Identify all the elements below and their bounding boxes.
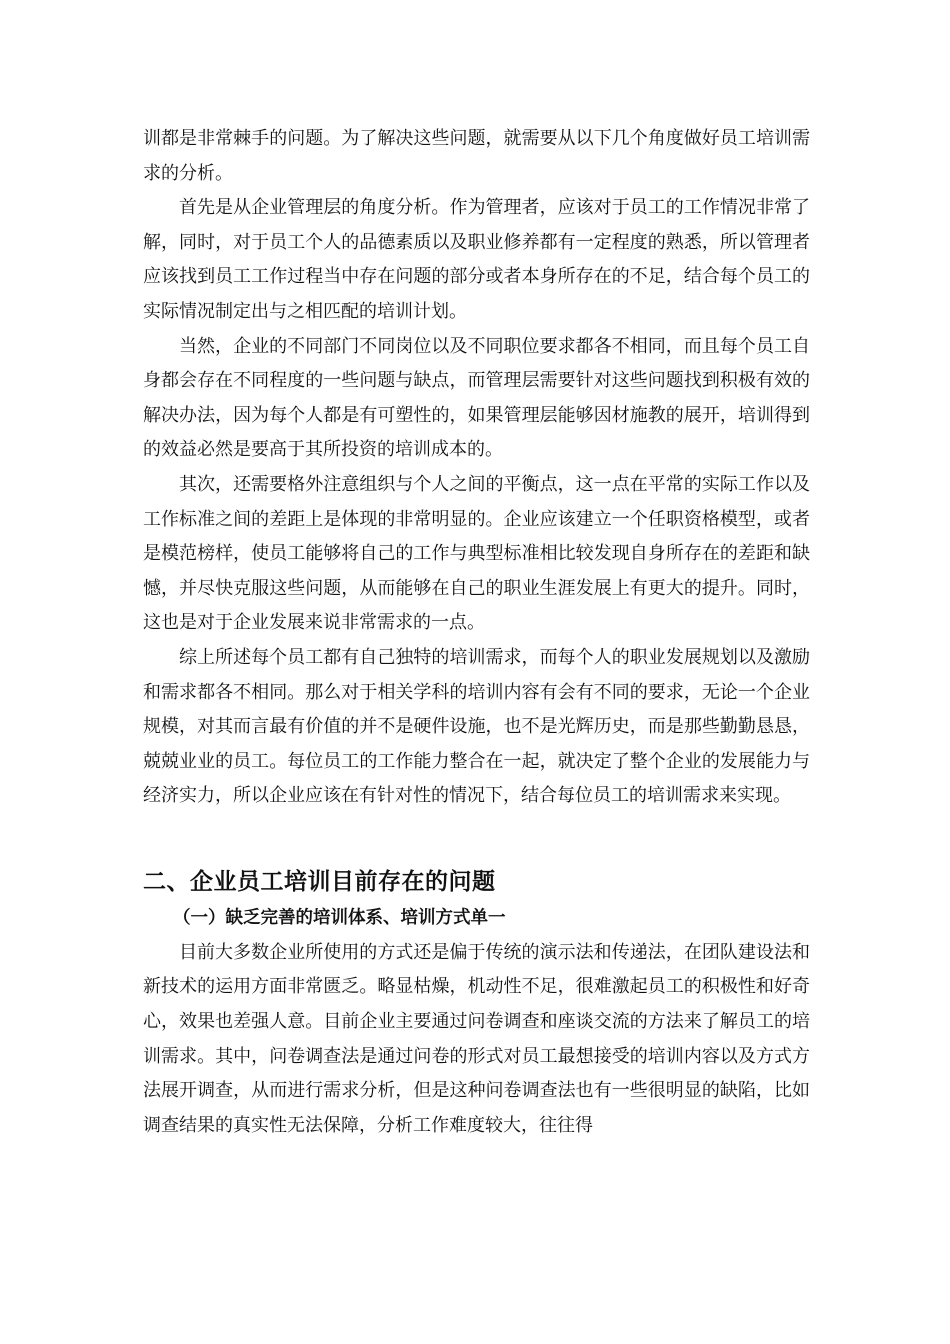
section-heading: 二、企业员工培训目前存在的问题 [143,868,496,895]
document-body [143,122,810,1143]
paragraph-summary: 综上所述每个员工都有自己独特的培训需求，而每个人的职业发展规划以及激励和需求都各不相同。那么对于相关学科的培训内容有会有不同的要求，无论一个企业规模，对其而言最有价值的并不是硬件设施，也不是光辉历史，而是那些勤勤恳恳，兢兢业业的员工。每位员工的工作能力整合在一起，就决定了整个企业的发展能力与经济实力，所以企业应该在有针对性的情况下，结合每位员工的培训需求来实现。 [143,646,810,807]
paragraph-departments: 当然，企业的不同部门不同岗位以及不同职位要求都各不相同，而且每个员工自身都会存在不同程度的一些问题与缺点，而管理层需要针对这些问题找到积极有效的解决办法，因为每个人都是有可塑性的，如果管理层能够因材施教的展开，培训得到的效益必然是要高于其所投资的培训成本的。 [143,335,810,461]
paragraph-management-analysis: 首先是从企业管理层的角度分析。作为管理者，应该对于员工的工作情况非常了解，同时，对于员工个人的品德素质以及职业修养都有一定程度的熟悉，所以管理者应该找到员工工作过程当中存在问题的部分或者本身所存在的不足，结合每个员工的实际情况制定出与之相匹配的培训计划。 [143,197,810,322]
paragraph-training-methods: 目前大多数企业所使用的方式还是偏于传统的演示法和传递法，在团队建设法和新技术的运用方面非常匮乏。略显枯燥，机动性不足，很难激起员工的积极性和好奇心，效果也差强人意。目前企业主要通过问卷调查和座谈交流的方法来了解员工的培训需求。其中，问卷调查法是通过问卷的形式对员工最想接受的培训内容以及方式方法展开调查，从而进行需求分析，但是这种问卷调查法也有一些很明显的缺陷，比如调查结果的真实性无法保障，分析工作难度较大，往往得 [143,941,810,1136]
subsection-heading: （一）缺乏完善的培训体系、培训方式单一 [173,907,506,928]
paragraph-balance-point: 其次，还需要格外注意组织与个人之间的平衡点，这一点在平常的实际工作以及工作标准之间的差距上是体现的非常明显的。企业应该建立一个任职资格模型，或者是模范榜样，使员工能够将自己的工作与典型标准相比较发现自身所存在的差距和缺憾，并尽快克服这些问题，从而能够在自己的职业生涯发展上有更大的提升。同时，这也是对于企业发展来说非常需求的一点。 [143,473,810,634]
paragraph-continuation: 训都是非常棘手的问题。为了解决这些问题，就需要从以下几个角度做好员工培训需求的分析。 [143,128,810,184]
